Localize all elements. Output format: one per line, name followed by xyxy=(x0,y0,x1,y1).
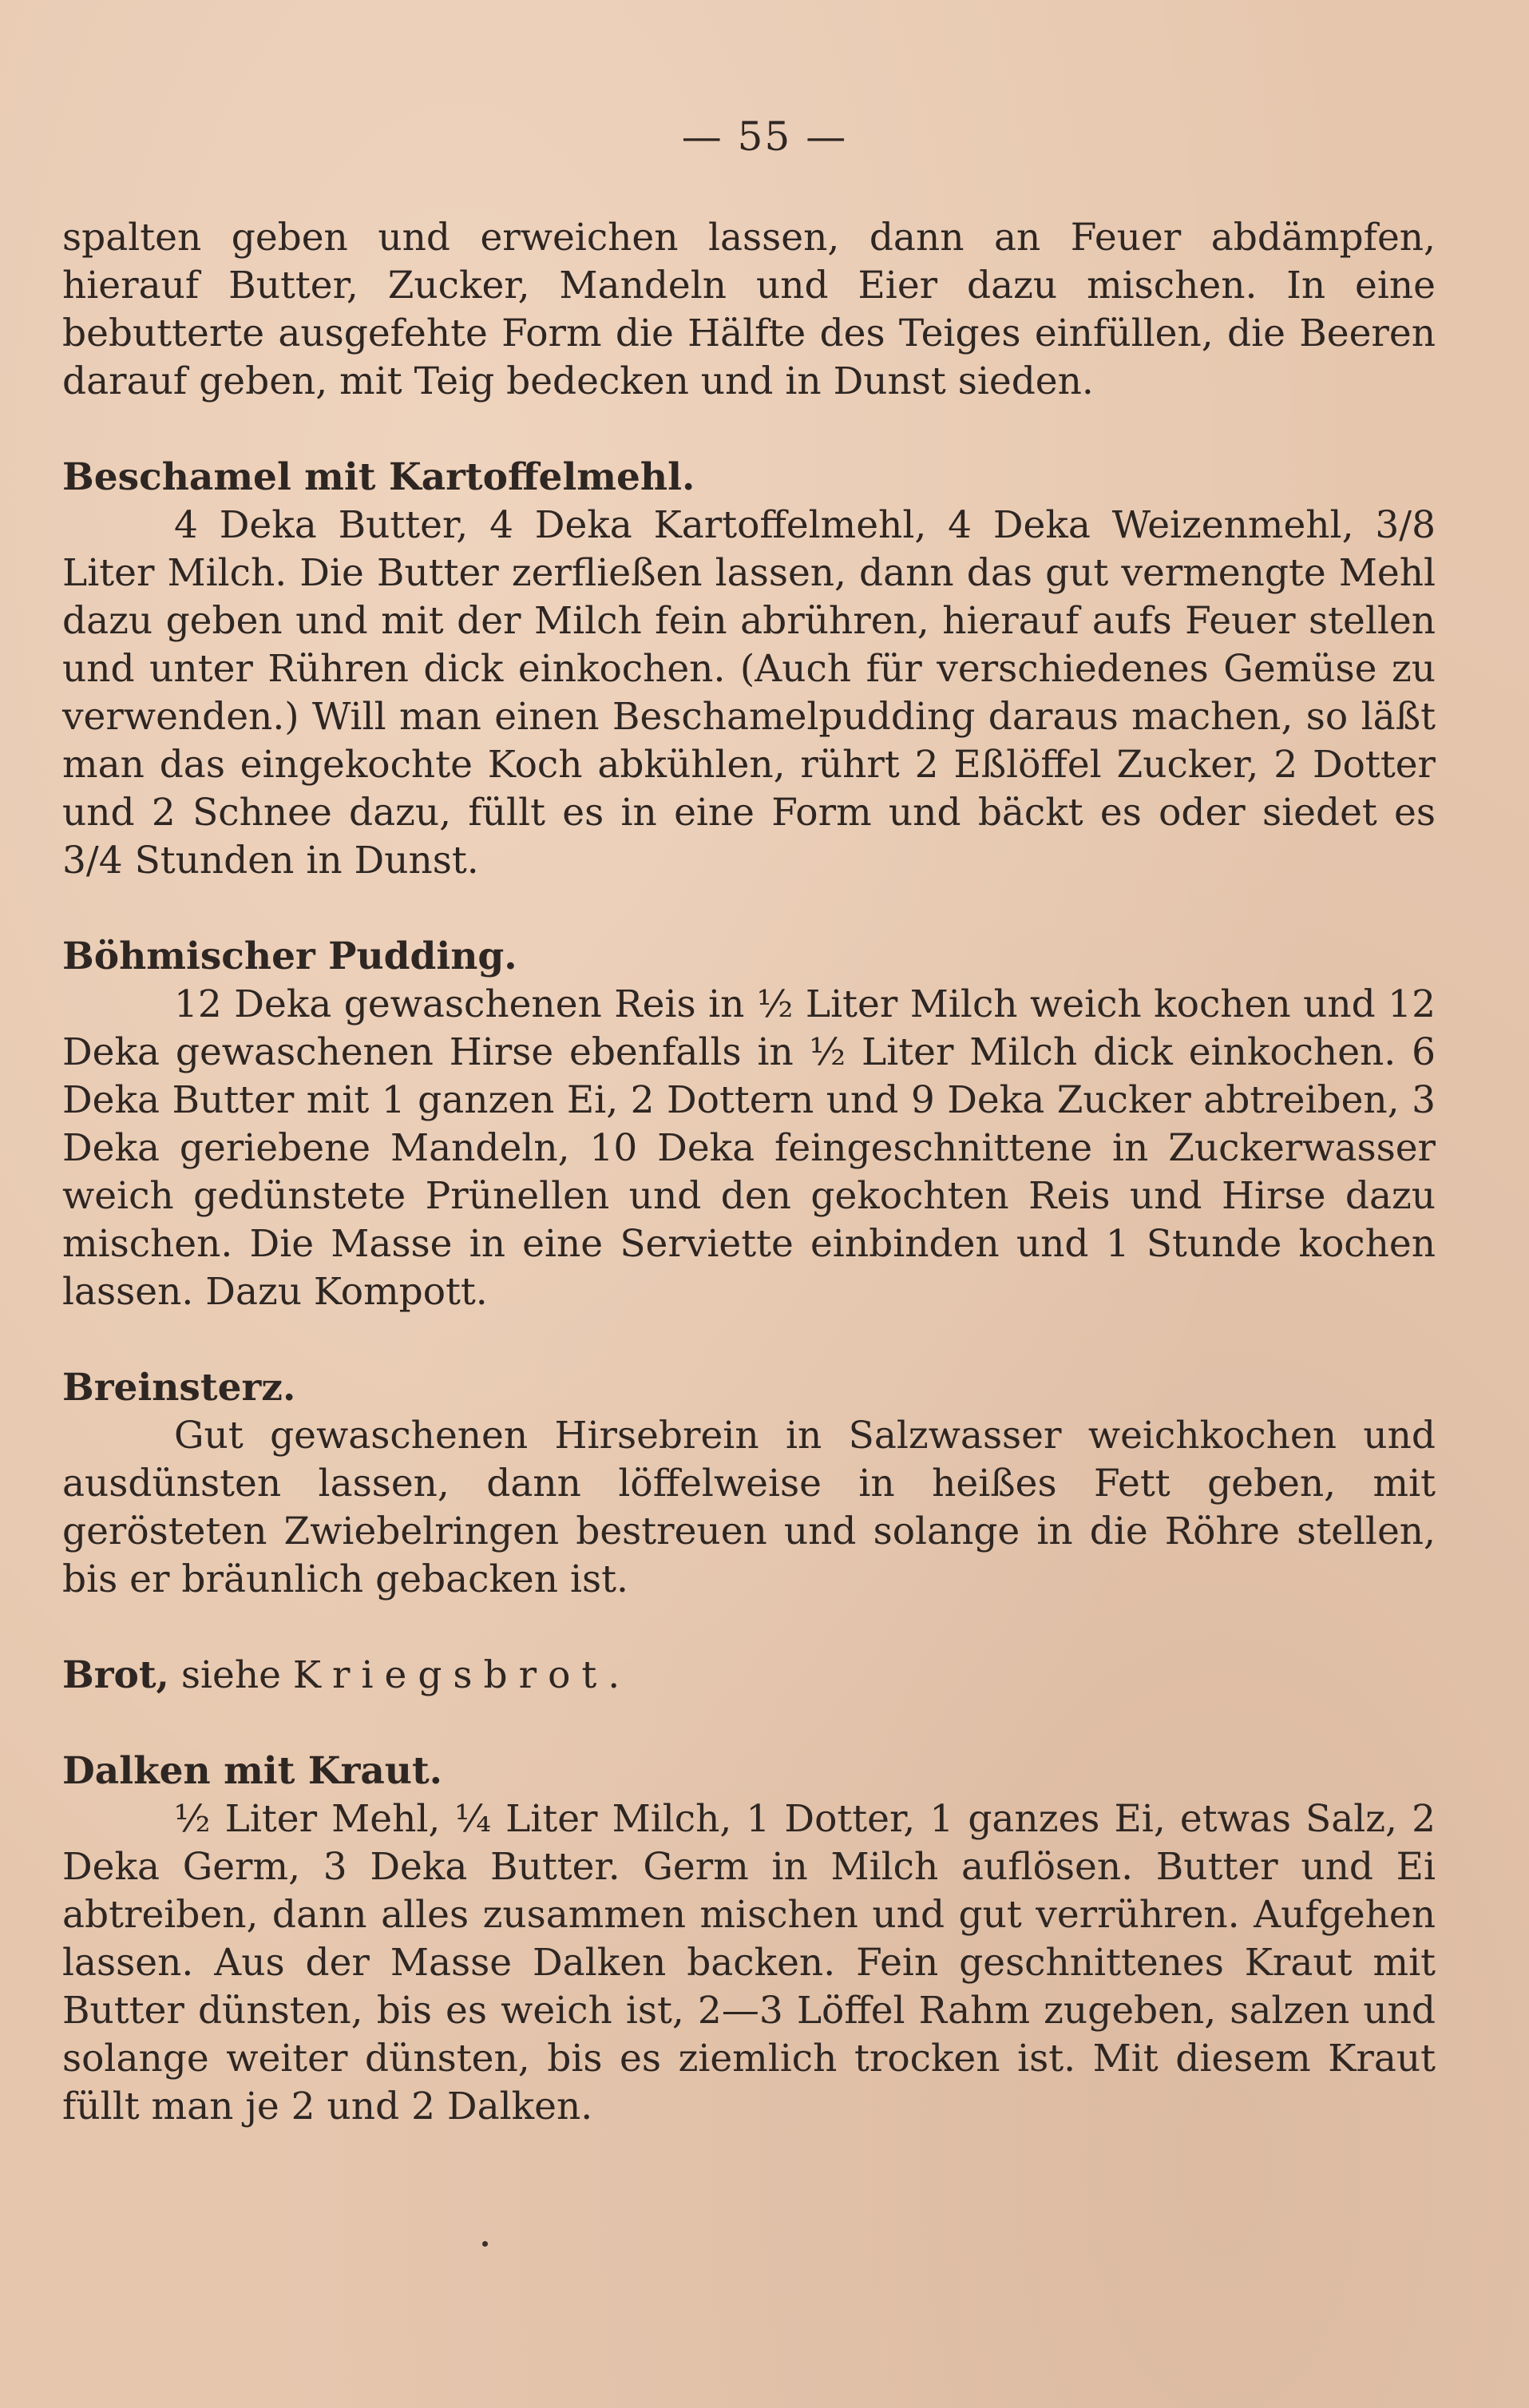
cross-reference-brot xyxy=(62,1652,1436,1700)
section-gap xyxy=(62,1700,1436,1747)
recipe-title-breinsterz: Breinsterz. xyxy=(62,1366,296,1410)
print-speck xyxy=(482,2241,488,2247)
recipe-body-boehmischer-pudding: 12 Deka gewaschenen Reis in ½ Liter Milch weich kochen und 12 Deka gewaschenen Hirse ebenfalls in ½ Liter Milch dick einkochen. 6 Deka Butter mit 1 ganzen Ei, 2 Dottern und 9 Deka Zucker abtreiben, 3 Deka geriebene Mandeln, 10 Deka feingeschnittene in Zuckerwasser weich gedünstete Prünellen und den gekochten Reis und Hirse dazu mischen. Die Masse in eine Serviette einbinden und 1 Stunde kochen lassen. Dazu Kompott. xyxy=(62,982,1436,1314)
recipe-body-dalken: ½ Liter Mehl, ¼ Liter Milch, 1 Dotter, 1 ganzes Ei, etwas Salz, 2 Deka Germ, 3 Deka Butter. Germ in Milch auflösen. Butter und Ei abtreiben, dann alles zusammen mischen und gut verrühren. Aufgehen lassen. Aus der Masse Dalken backen. Fein geschnittenes Kraut mit Butter dünsten, bis es weich ist, 2—3 Löffel Rahm zugeben, salzen und solange weiter dünsten, bis es ziemlich trocken ist. Mit diesem Kraut füllt man je 2 und 2 Dalken. xyxy=(62,1797,1436,2128)
page-number: — 55 — xyxy=(681,113,848,160)
cross-reference-see: siehe xyxy=(180,1653,281,1697)
recipe-body-breinsterz: Gut gewaschenen Hirsebrein in Salzwasser weichkochen und ausdünsten lassen, dann löffelweise in heißes Fett geben, mit gerösteten Zwiebelringen bestreuen und solange in die Röhre stellen, bis er bräunlich gebacken ist. xyxy=(62,1414,1436,1601)
recipe-title-beschamel: Beschamel mit Kartoffelmehl. xyxy=(62,455,695,499)
section-gap xyxy=(62,1604,1436,1652)
section-gap xyxy=(62,885,1436,933)
recipe-body-beschamel: 4 Deka Butter, 4 Deka Kartoffelmehl, 4 Deka Weizenmehl, 3/8 Liter Milch. Die Butter zerfließen lassen, dann das gut vermengte Mehl dazu geben und mit der Milch fein abrühren, hierauf aufs Feuer stellen und unter Rühren dick einkochen. (Auch für verschiedenes Gemüse zu verwenden.) Will man einen Beschamelpudding daraus machen, so läßt man das eingekochte Koch abkühlen, rührt 2 Eßlöffel Zucker, 2 Dotter und 2 Schnee dazu, füllt es in eine Form und bäckt es oder siedet es 3/4 Stunden in Dunst. xyxy=(62,503,1436,883)
page-content xyxy=(62,214,1436,2131)
recipe-title-boehmischer-pudding: Böhmischer Pudding. xyxy=(62,934,517,978)
cross-reference-target: Kriegsbrot. xyxy=(292,1653,632,1697)
cross-reference-title: Brot, xyxy=(62,1653,169,1697)
section-gap xyxy=(62,1316,1436,1364)
continuation-paragraph: spalten geben und erweichen lassen, dann an Feuer abdämpfen, hierauf Butter, Zucker, Mandeln und Eier dazu mischen. In eine bebutterte ausgefehte Form die Hälfte des Teiges einfüllen, die Beeren darauf geben, mit Teig bedecken und in Dunst sieden. xyxy=(62,216,1436,403)
section-gap xyxy=(62,406,1436,454)
recipe-title-dalken: Dalken mit Kraut. xyxy=(62,1749,443,1793)
